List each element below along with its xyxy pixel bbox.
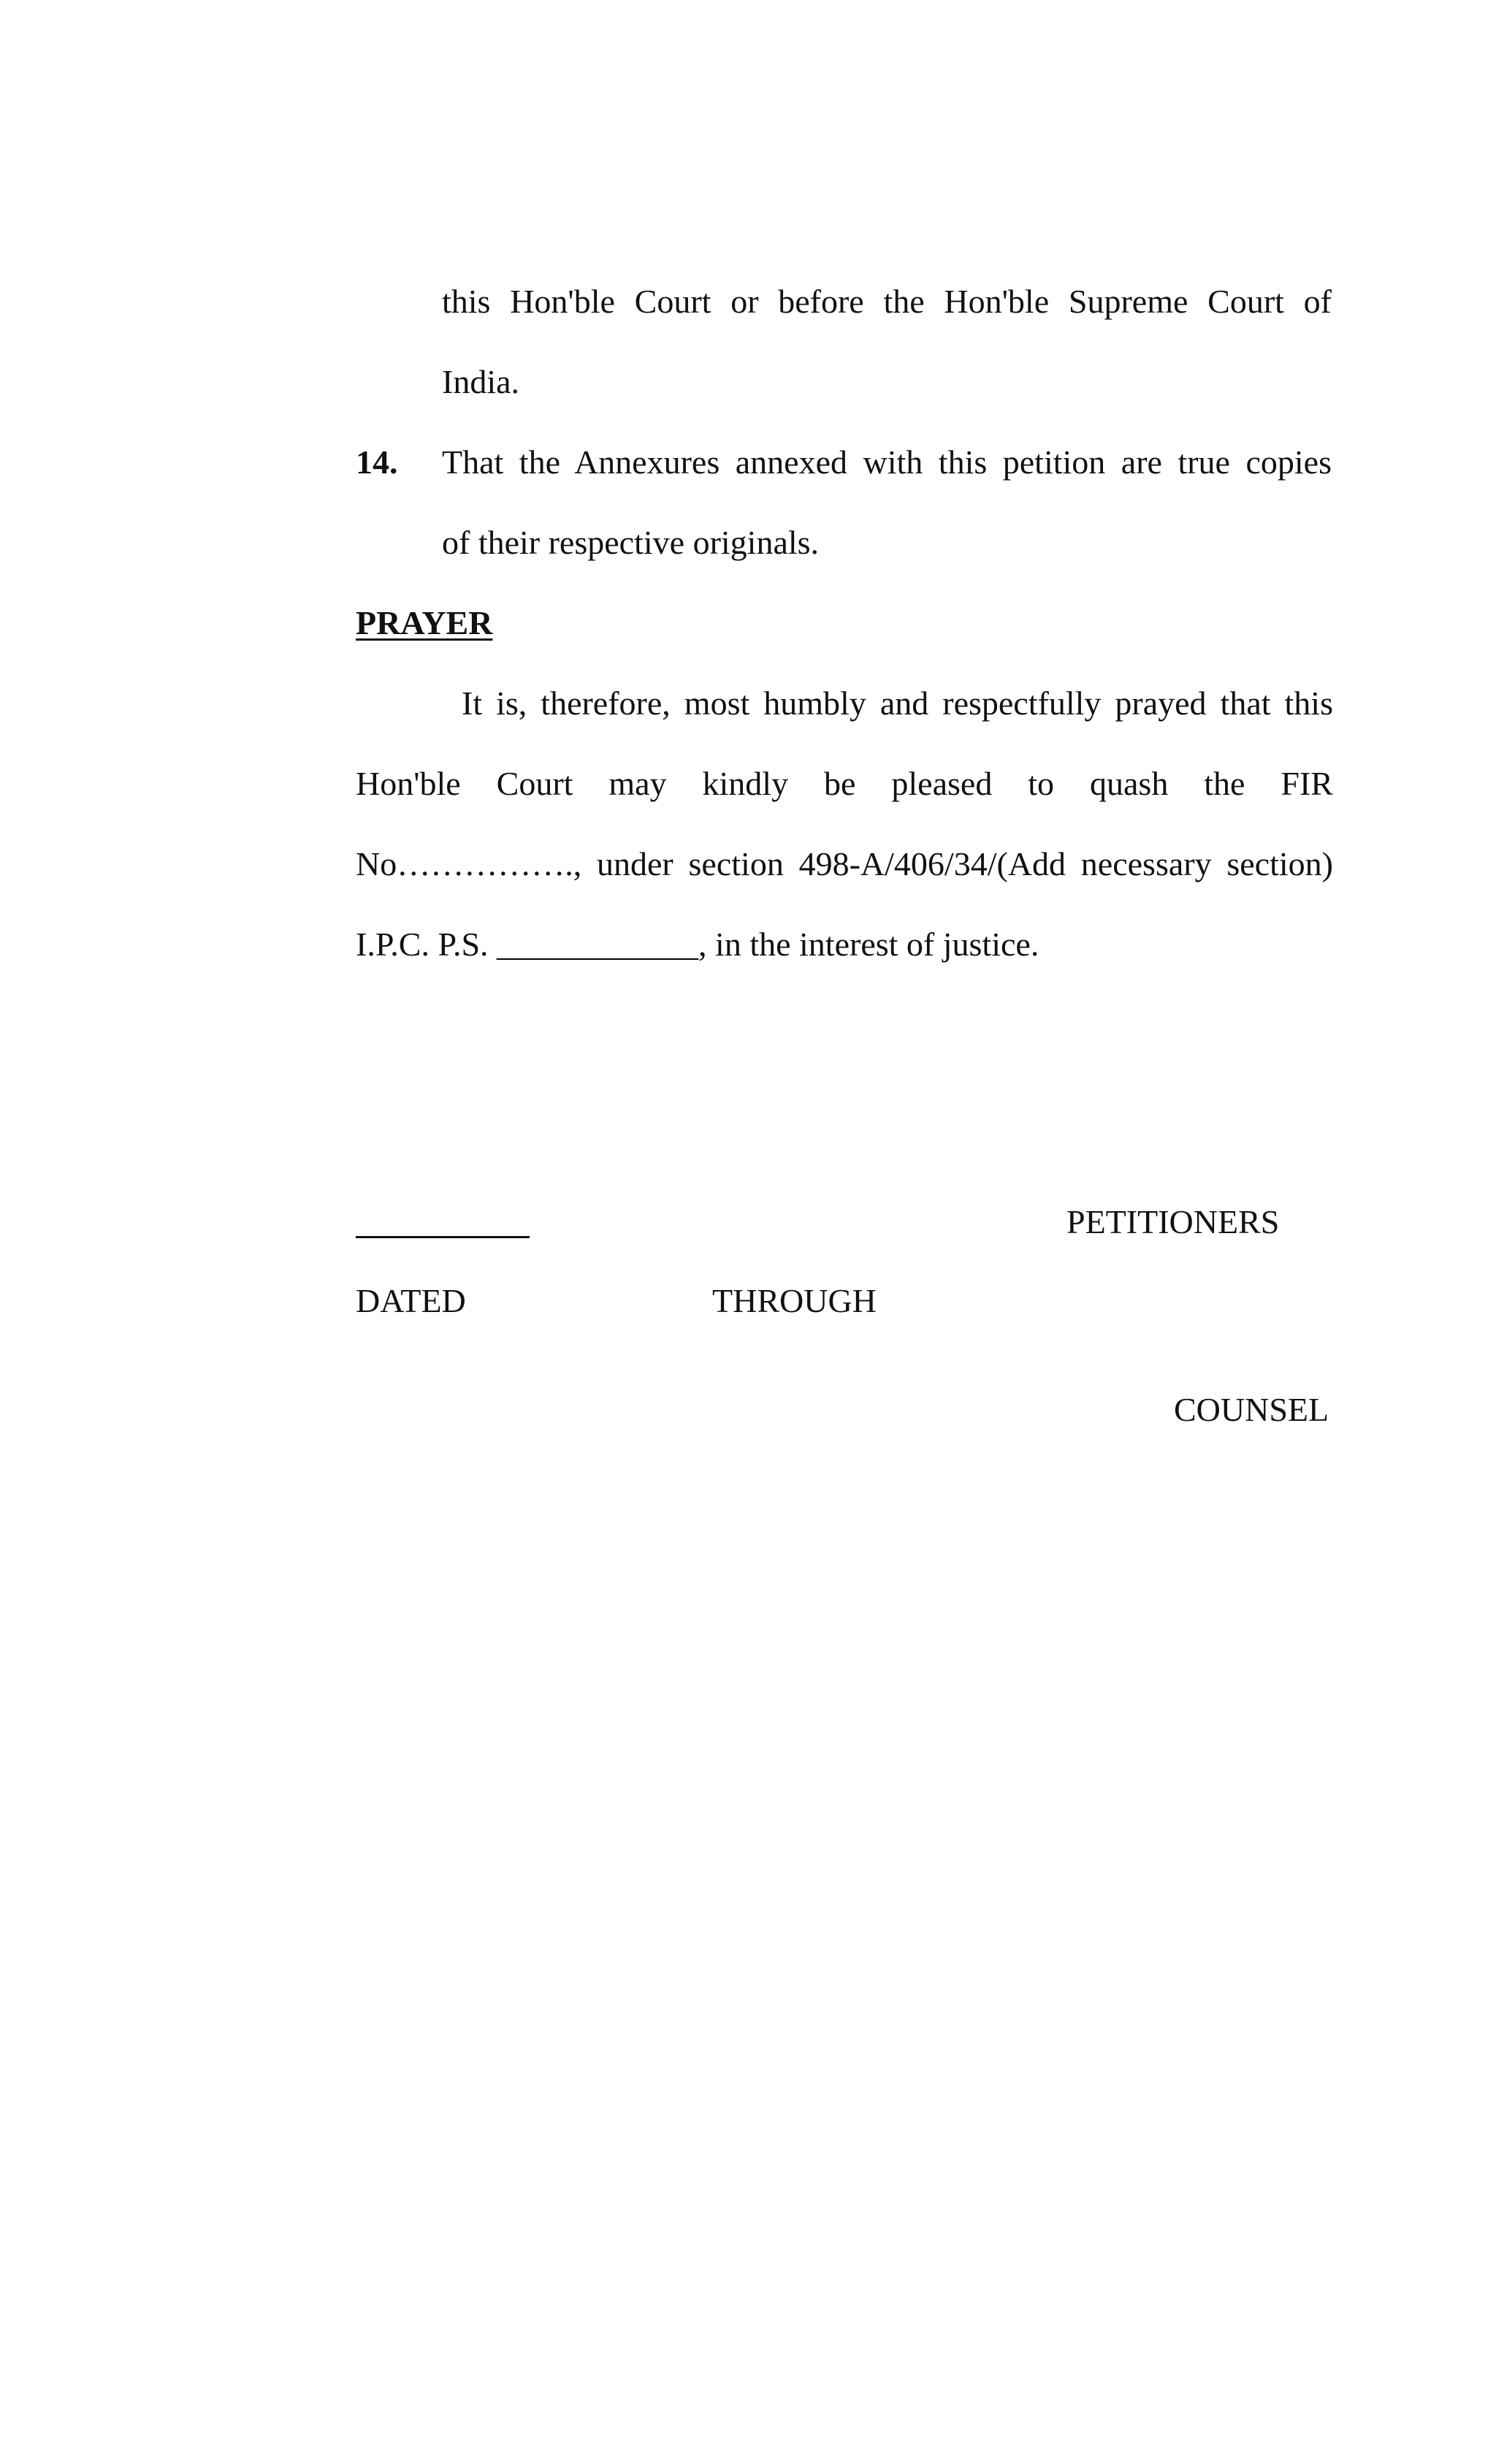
prayer-line4: I.P.C. P.S. ____________, in the interest of justice. [356,926,1039,963]
prayer-line2: Hon'ble Court may kindly be pleased to quash the FIR [356,765,1333,802]
para14-line2: of their respective originals. [442,524,820,561]
para14-number: 14. [356,443,398,481]
dated-label: DATED [356,1282,466,1319]
para13-line2: India. [442,363,520,400]
para14-line1: That the Annexures annexed with this petition are true copies [442,443,1332,481]
prayer-heading: PRAYER [356,604,493,641]
date-blank-line [356,1236,530,1238]
petitioners-label: PETITIONERS [1066,1203,1280,1240]
para13-line1: this Hon'ble Court or before the Hon'ble Supreme Court of [442,283,1332,320]
through-label: THROUGH [712,1282,877,1319]
counsel-label: COUNSEL [1174,1391,1329,1428]
prayer-line1: It is, therefore, most humbly and respectfully prayed that this [462,684,1333,722]
prayer-line3: No……………., under section 498-A/406/34/(Add necessary section) [356,845,1333,882]
